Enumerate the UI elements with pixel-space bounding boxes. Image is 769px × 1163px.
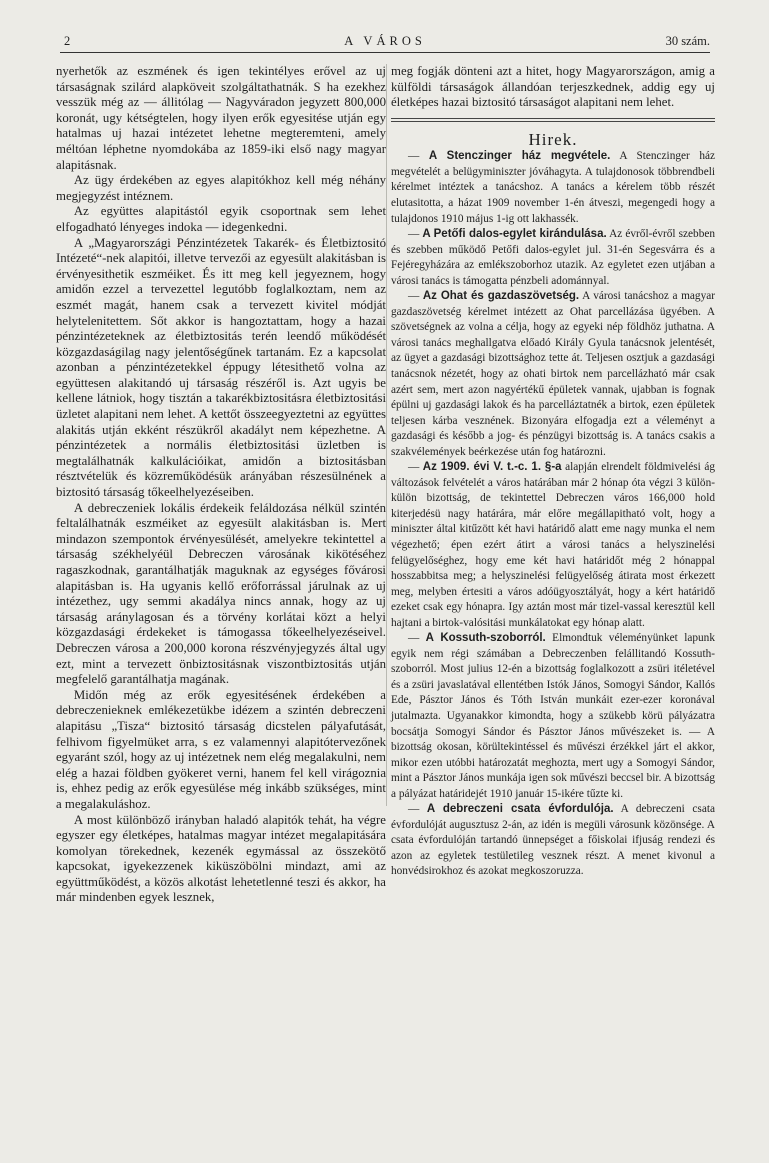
news-item-text: alapján elrendelt földmivelési ág változások felvételét a város határában már 2 hónap óta végzi 3 külön-külön bizottság, de tekintettel Debreczen város 166,000 hold kiterjedésü nagy határára, már előre megállapitható volt, hogy a miniszter által kitűzött két havi határidő alatt eme nagy munka el nem végezhető; épen ezért átirt a városi tanács a helyszinelési felügyelőséghez, hogy eme két havi határidőt még 2 hónappal hosszabbitsa meg; a helyszinelési felügyelőség átirata most érkezett meg, melyben értesiti a város adóügyosztályát, hogy a kért határidő ezeket csak egy hónapra. Igy aztán most már tizel-vassal keresztül kell hajtani a birtok-valósitási munkálatokat egy hónap alatt. xyxy=(391,461,715,629)
header-rule xyxy=(60,52,710,53)
paragraph: nyerhetők az eszmének és igen tekintélyes erővel az uj társaságnak szilárd alapköveit szolgáltathatnák. S ha ezekhez vesszük még az — állitólag — Nagyváradon jegyzett 800,000 koronát, ugy kétségtelen, hogy ilyen erők egyesitése utján egy hatalmas uj hazai intézetet lehetne megteremteni, amely méltóan léphetne nyomdokába az 1859-iki első nagy magyar alapitásnak. xyxy=(56,64,386,172)
journal-title: A VÁROS xyxy=(344,34,426,48)
news-item-text: Az évről-évről szebben és szebben működő Petőfi dalos-egylet jul. 31-én Segesvárra és a Fejéregyházára az emlékszoborhoz utazik. Az egyletet ezen utjában a városi tanács is támogatta pénzbeli adománnyal. xyxy=(391,228,716,287)
paragraph: A most különböző irányban haladó alapitók tehát, ha végre egyszer egy életképes, hatalmas magyar intézet megalapitására komolyan törekednek, kezenék egymással az összekötő kapcsokat, igyekezzenek kiküszöbölni mindazt, ami az együttműködést, a közös alkotást lehetetlenné teszi és akkor, ha már mindenben egyek lesznek, xyxy=(56,812,386,905)
news-item: — A debreczeni csata évfordulója. A debreczeni csata évfordulóját augusztusz 2-án, az idén is megüli városunk közönsége. A csata évfordulóján tartandó ünnepséget a főiskolai ifjuság rendezi és azon az egyletek testületileg vesznek részt. A menet kivonul a honvédsirokhoz és azokat megkoszoruzza. xyxy=(391,803,715,878)
right-column xyxy=(391,64,715,880)
news-item-text: Elmondtuk véleményünket lapunk egyik nem régi számában a Debreczenben felállitandó Kossuth-szoborról. Most julius 12-én a bizottság foglalkozott a zsüri itéletével és a zsüri javaslatával ellentétben Istók János, Somogyi Sándor, Kallós Ede, Pásztor János és Tóth István munkáit ezer-ezer koronával jutalmazta. Ugyanakkor kimondta, hogy a szükebb körü pályázatra bocsátja Somogyi Sándor és Pásztor János művészeket is. — A bizottság okosan, körültekintéssel és művészi érzékkel járt el akkor, mikor ezen utóbbi határozatát meghozta, mert ugy a Somogyi Sándor, mint a Pásztor János munkája igen sok művészi beccsel bir. A bizottság a pályázat határidejét 1910 január 15-ikére tűzte ki. xyxy=(391,632,715,800)
page-number: 2 xyxy=(64,34,71,48)
news-item-text: A Stenczinger ház megvételét a belügyminiszter jóváhagyta. A tulajdonosok többrendbeli kérelmet intéztek a tanácshoz. A tanács a kérelem több részét elutasitotta, a házat 1909 november 1-én átveszi, megengedi hogy a tulajdonos 1910 május 1-ig ott lakhassék. xyxy=(391,150,716,225)
news-item-title: A Stenczinger ház megvétele. xyxy=(428,150,611,163)
news-item-title: Az Ohat és gazdaszövetség. xyxy=(422,290,580,303)
column-divider xyxy=(386,64,387,806)
news-item-title: A Petőfi dalos-egylet kirándulása. xyxy=(422,228,607,241)
paragraph: Az ügy érdekében az egyes alapitókhoz kell még néhány megjegyzést intéznem. xyxy=(56,173,386,203)
news-item: — Az 1909. évi V. t.-c. 1. §-a alapján elrendelt földmivelési ág változások felvételét a város határában már 2 hónap óta végzi 3 külön-külön bizottság, de tekintettel Debreczen város 166,000 hold kiterjedésü nagy határára, már előre megállapitható volt, hogy a miniszter által kitűzött két havi határidő alatt eme nagy munka el nem végezhető; épen ezért átirt a városi tanács a helyszinelési felügyelőséghez, hogy eme két havi határidőt még 2 hónappal hosszabbitsa meg; a helyszinelési felügyelőség átirata most érkezett meg, melyben értesiti a város adóügyosztályát, hogy a kért határidő ezeket csak egy hónapra. Igy aztán most már tizel-vassal keresztül kell hajtani a birtok-valósitási munkálatokat egy hónap alatt. xyxy=(391,461,715,629)
news-item-text: A debreczeni csata évfordulóját augusztusz 2-án, az idén is megüli városunk közönsége. A csata évfordulóján tartandó ünnepséget a főiskolai ifjuság rendezi és azon az egyletek testületileg vesznek részt. A menet kivonul a honvédsirokhoz és azokat megkoszoruzza. xyxy=(391,803,715,878)
paragraph: Midőn még az erők egyesitésének érdekében a debreczenieknek emlékezetükbe idézem a szintén debreczeni alapitásu „Tisza“ biztositó társaság dicstelen pályafutását, felhivom figyelmüket arra, s ez valamennyi alapitótervezőnek egyaránt szól, hogy az uj intézetnek nem elég megalakulni, nem elég a hazai földben gyökeret verni, hanem fel kell virágoznia is, ehhez pedig az erők egyesülése még inkább szükséges, mint a megalakuláshoz. xyxy=(56,687,386,811)
issue-number: 30 szám. xyxy=(665,34,710,48)
news-item: — A Stenczinger ház megvétele. A Stenczinger ház megvételét a belügyminiszter jóváhagyta. A tulajdonosok többrendbeli kérelmet intéztek a tanácshoz. A tanács a kérelem több részét elutasitotta, a házat 1909 november 1-én átveszi, megengedi hogy a tulajdonos 1910 május 1-ig ott lakhassék. xyxy=(391,150,716,225)
news-item-title: A Kossuth-szoborról. xyxy=(425,632,546,645)
news-item: — Az Ohat és gazdaszövetség. A városi tanácshoz a magyar gazdaszövetség kérelmet intézett az Ohat parcellázása ügyében. A szövetségnek az volna a célja, hogy az egyeki nép földhöz juthatna. A városi tanács meghallgatva előadó Király Gyula tanácsnok jelentését, az ügyet a gazdasági bizottsághoz tette át. Teljesen osztjuk a gazdasági tanácsnok nézetét, hogy az ohati birtok nem parcellázható már csak azért sem, mert azon nagyértékű épületek vannak, ujabban is fognak épülni uj gazdasági lakok és ha parcelláztatnék a birtok, ezen épületek teljesen kárba vesznének. Bizonyára elfogadja ezt a véleményt a gazdasági és később a jog- és pénzügyi bizottság is. A tanács csakis a szakvélemények beérkezése után fog határozni. xyxy=(391,290,715,458)
news-item-title: A debreczeni csata évfordulója. xyxy=(426,803,614,816)
left-column xyxy=(56,64,386,906)
news-item-title: Az 1909. évi V. t.-c. 1. §-a xyxy=(422,461,562,474)
news-item-text: A városi tanácshoz a magyar gazdaszövetség kérelmet intézett az Ohat parcellázása ügyében. A szövetségnek az volna a célja, hogy az egyeki nép földhöz juthatna. A városi tanács meghallgatva előadó Király Gyula tanácsnok jelentését, az ügyet a gazdasági bizottsághoz tette át. Teljesen osztjuk a gazdasági tanácsnok nézetét, hogy az ohati birtok nem parcellázható már csak azért sem, mert azon nagyértékű épületek vannak, ujabban is fognak épülni uj gazdasági lakok és ha parcelláztatnék a birtok, ezen épületek teljesen kárba vesznének. Bizonyára elfogadja ezt a véleményt a gazdasági és később a jog- és pénzügyi bizottság is. A tanács csakis a szakvélemények beérkezése után fog határozni. xyxy=(391,290,715,458)
news-item: — A Kossuth-szoborról. Elmondtuk véleményünket lapunk egyik nem régi számában a Debreczenben felállitandó Kossuth-szoborról. Most julius 12-én a bizottság foglalkozott a zsüri itéletével és a zsüri javaslatával ellentétben Istók János, Somogyi Sándor, Kallós Ede, Pásztor János és Tóth István munkáit ezer-ezer koronával jutalmazta. Ugyanakkor kimondta, hogy a szükebb körü pályázatra bocsátja Somogyi Sándor és Pásztor János művészeket is. — A bizottság okosan, körültekintéssel és művészi érzékkel járt el akkor, mikor ezen utóbbi határozatát meghozta, mert ugy a Somogyi Sándor, mint a Pásztor János munkája igen sok művészi beccsel bir. A bizottság a pályázat határidejét 1910 január 15-ikére tűzte ki. xyxy=(391,632,715,800)
news-heading: Hirek. xyxy=(528,129,578,149)
paragraph: A debreczeniek lokális érdekeik feláldozása nélkül szintén feltalálhatnák eszméiket az egyesült alakitásban is. Mert mindazon szempontok érvényesülését, amelyekre tekintettel a társaság székhelyéül Debreczen városának kikötéséhez ragaszkodnak, garantálhatják maguknak az egységes fővárosi alapitásban is. Ha ugyanis kellő erőforrással járulnak az uj intézethez, ugy semmi akadálya nincs annak, hogy az uj társaság aránylagosan és a törvény korlátai közt a helyi közgazdasági érdekeket is támogassa tőkeelhelyezéseivel. Debreczen városa a 200,000 korona részvényjegyzés által ugy ezt, mint a tervezett önbiztositásnak viszontbiztositás utján megfelelő garantálhatja magának. xyxy=(56,500,386,687)
article-continuation: meg fogják dönteni azt a hitet, hogy Magyarországon, amig a külföldi társaságok állandóan terjeszkednek, addig egy uj életképes hazai biztositó társaságot alapitani nem lehet. xyxy=(391,64,715,110)
news-item: — A Petőfi dalos-egylet kirándulása. Az évről-évről szebben és szebben működő Petőfi dalos-egylet jul. 31-én Segesvárra és a Fejéregyházára az emlékszoborhoz utazik. Az egyletet ezen utjában a városi tanács is támogatta pénzbeli adománnyal. xyxy=(391,228,716,287)
paragraph: Az együttes alapitástól egyik csoportnak sem lehet elfogadható lényeges indoka — idegenkedni. xyxy=(56,204,386,234)
paragraph: A „Magyarországi Pénzintézetek Takarék- és Életbiztositó Intézeté“-nek alapitói, illetve tervezői az egyesült alakitásban is érvényesithetik eszméiket. És itt meg kell jegyeznem, hogy amidőn ezzel a tervezettel legutóbb foglalkoztam, nem az eszmét magát, hanem csak a tervezett kivitel módját helytelenitettem. Sőt akkor is hangoztattam, hogy a hazai pénzintézeteknek az életbiztositás terén leendő működését közgazdaságilag nagy jelentőségűnek tartanám. Ez a kapcsolat azonban a pénzintézetekkel éppugy létesithető volna az együttesen alakitandó uj társaság részéről is. Azt ugyis be kellene látniok, hogy tisztán a takarékbiztositásra életbiztositási üzletet alapitani nem lehet. A kettőt összeegyeztetni az együttes alakitás utján ekként részükről akadályt nem képezhetne. A pénzintézetek a normális életbiztositási üzletben is megtalálhatnák kalkulációikat, amidőn a biztositásban résztvételük és közreműködésük arányában részesülnének a biztositó társaság tőkeelhelyezéseiben. xyxy=(56,235,386,500)
section-divider xyxy=(391,118,715,122)
page-header xyxy=(60,34,710,52)
